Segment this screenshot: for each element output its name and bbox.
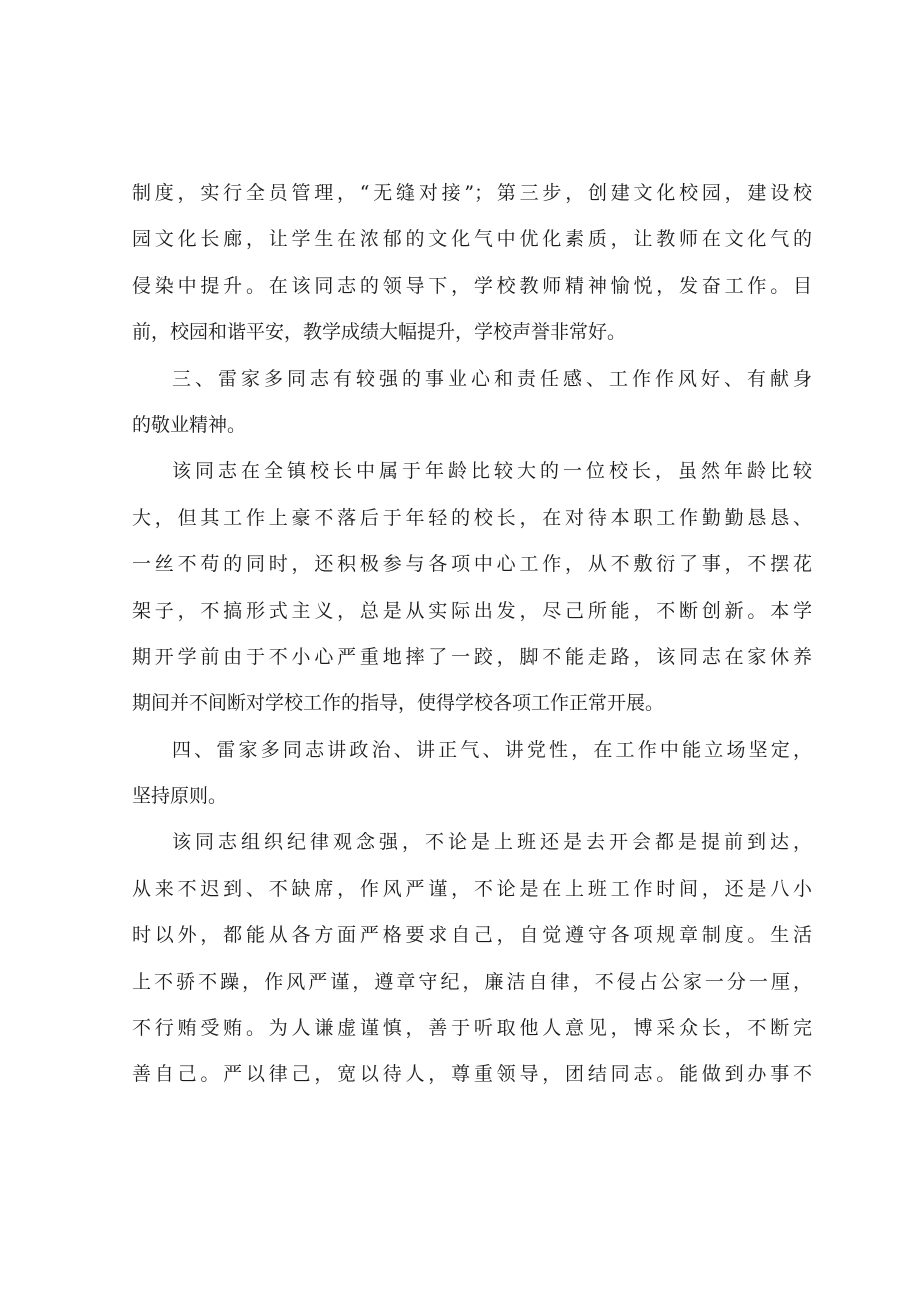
paragraph-first-line: 三、雷家多同志有较强的事业心和责任感、工作作风好、有献身 (172, 367, 812, 390)
paragraph-first-line: 该同志组织纪律观念强，不论是上班还是去开会都是提前到达， (172, 831, 812, 854)
text-line: 的敬业精神。 (132, 413, 247, 436)
text-line: 不行贿受贿。为人谦虚谨慎，善于听取他人意见，博采众长，不断完 (132, 1017, 812, 1040)
text-line: 前，校园和谐平安，教学成绩大幅提升，学校声誉非常好。 (132, 321, 627, 344)
text-line: 时以外，都能从各方面严格要求自己，自觉遵守各项规章制度。生活 (132, 924, 812, 947)
text-line: 期间并不间断对学校工作的指导，使得学校各项工作正常开展。 (132, 692, 665, 715)
text-line: 从来不迟到、不缺席，作风严谨，不论是在上班工作时间，还是八小 (132, 877, 812, 900)
paragraph-first-line: 四、雷家多同志讲政治、讲正气、讲党性，在工作中能立场坚定， (172, 738, 812, 761)
text-line: 架子，不搞形式主义，总是从实际出发，尽己所能，不断创新。本学 (132, 599, 812, 622)
body-text (132, 170, 812, 1098)
text-line: 坚持原则。 (132, 785, 228, 808)
text-line: 善自己。严以律己，宽以待人，尊重领导，团结同志。能做到办事不 (132, 1063, 812, 1086)
paragraph-first-line: 该同志在全镇校长中属于年龄比较大的一位校长，虽然年龄比较 (172, 460, 812, 483)
text-line: 大，但其工作上豪不落后于年轻的校长，在对待本职工作勤勤恳恳、 (132, 506, 812, 529)
text-line: 侵染中提升。在该同志的领导下，学校教师精神愉悦，发奋工作。目 (132, 274, 812, 297)
text-line: 制度，实行全员管理，“无缝对接”；第三步，创建文化校园，建设校 (132, 182, 812, 204)
text-line: 上不骄不躁，作风严谨，遵章守纪，廉洁自律，不侵占公家一分一厘， (132, 970, 812, 993)
text-line: 期开学前由于不小心严重地摔了一跤，脚不能走路，该同志在家休养 (132, 645, 812, 668)
text-line: 一丝不苟的同时，还积极参与各项中心工作，从不敷衍了事，不摆花 (132, 553, 812, 576)
text-line: 园文化长廊，让学生在浓郁的文化气中优化素质，让教师在文化气的 (132, 228, 812, 251)
